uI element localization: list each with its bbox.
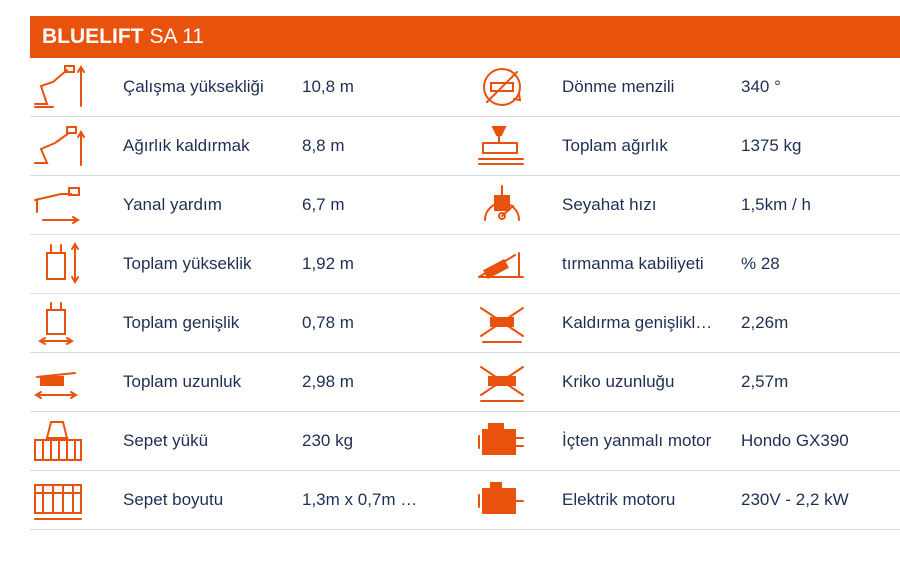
spec-row: [30, 58, 900, 117]
spec-label: Toplam yükseklik: [123, 254, 252, 273]
spec-row: [30, 294, 900, 353]
spec-value: 6,7 m: [302, 195, 345, 214]
spec-label: Sepet boyutu: [123, 490, 224, 509]
spec-table: [30, 58, 900, 530]
spec-row: [30, 353, 900, 412]
spec-value: % 28: [741, 254, 780, 273]
spec-row: [30, 176, 900, 235]
travel-speed-icon: [475, 182, 529, 228]
spec-value: Hondo GX390: [741, 431, 849, 450]
working-height-icon: [31, 64, 85, 110]
spec-value: 0,78 m: [302, 313, 354, 332]
spec-header: [30, 16, 900, 58]
spec-row: [30, 117, 900, 176]
outrigger-length-icon: [475, 359, 529, 405]
spec-row: [30, 471, 900, 530]
side-reach-icon: [31, 182, 85, 228]
combustion-engine-icon: [475, 418, 529, 464]
spec-value: 230 kg: [302, 431, 354, 450]
electric-motor-icon: [475, 477, 529, 523]
spec-row: [30, 235, 900, 294]
spec-label: Seyahat hızı: [562, 195, 657, 214]
spec-label: Toplam uzunluk: [123, 372, 242, 391]
spec-label: Kriko uzunluğu: [562, 372, 675, 391]
spec-label: Kaldırma genişlikl…: [562, 313, 713, 332]
spec-label: Elektrik motoru: [562, 490, 676, 509]
spec-label: İçten yanmalı motor: [562, 431, 712, 450]
spec-value: 10,8 m: [302, 77, 354, 96]
spec-value: 2,57m: [741, 372, 789, 391]
spec-label: Çalışma yüksekliği: [123, 77, 264, 96]
spec-label: Yanal yardım: [123, 195, 222, 214]
spec-value: 340 °: [741, 77, 781, 96]
total-width-icon: [31, 300, 85, 346]
spec-value: 2,98 m: [302, 372, 354, 391]
spec-label: Toplam genişlik: [123, 313, 240, 332]
total-length-icon: [31, 359, 85, 405]
basket-load-icon: [31, 418, 85, 464]
basket-size-icon: [31, 477, 85, 523]
spec-value: 8,8 m: [302, 136, 345, 155]
outrigger-width-icon: [475, 300, 529, 346]
lifting-height-icon: [31, 123, 85, 169]
model-name: SA 11: [149, 25, 204, 48]
spec-row: [30, 412, 900, 471]
rotation-range-icon: [475, 64, 529, 110]
spec-value: 1375 kg: [741, 136, 802, 155]
gradeability-icon: [475, 241, 529, 287]
spec-value: 1,92 m: [302, 254, 354, 273]
total-height-icon: [31, 241, 85, 287]
spec-label: Sepet yükü: [123, 431, 209, 450]
spec-label: Toplam ağırlık: [562, 136, 668, 155]
spec-value: 230V - 2,2 kW: [741, 490, 849, 509]
spec-label: tırmanma kabiliyeti: [562, 254, 704, 273]
total-weight-icon: [475, 123, 529, 169]
spec-value: 2,26m: [741, 313, 789, 332]
spec-label: Dönme menzili: [562, 77, 675, 96]
spec-label: Ağırlık kaldırmak: [123, 136, 250, 155]
spec-value: 1,3m x 0,7m …: [302, 490, 418, 509]
page-title: [42, 24, 204, 50]
spec-value: 1,5km / h: [741, 195, 811, 214]
brand-name: BLUELIFT: [42, 25, 144, 48]
